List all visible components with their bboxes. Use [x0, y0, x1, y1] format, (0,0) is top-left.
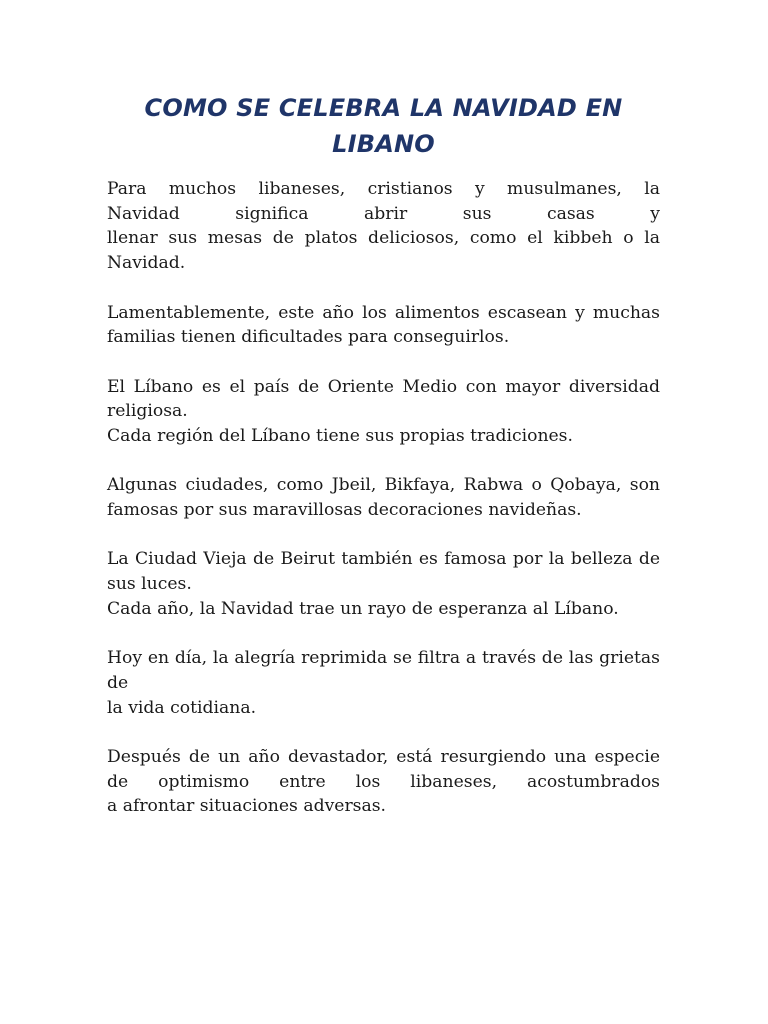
text-line: El Líbano es el país de Oriente Medio con mayor diversidad	[107, 376, 660, 397]
paragraph-7	[107, 745, 660, 819]
paragraph-6	[107, 646, 660, 720]
paragraph-4	[107, 473, 660, 522]
paragraph-3	[107, 375, 660, 449]
text-line: Para muchos libaneses, cristianos y musulmanes, la	[107, 179, 660, 199]
text-line: de optimismo entre los libaneses, acostumbrados	[107, 771, 660, 792]
paragraph-1	[107, 177, 660, 276]
text-line: Algunas ciudades, como Jbeil, Bikfaya, Rabwa o Qobaya, son	[107, 475, 660, 496]
text-line: religiosa.	[107, 401, 188, 422]
text-line: La Ciudad Vieja de Beirut también es famosa por la belleza de	[107, 549, 660, 570]
text-line: llenar sus mesas de platos deliciosos, como el kibbeh o la	[107, 228, 660, 249]
text-line: Lamentablemente, este año los alimentos escasean y muchas	[107, 302, 660, 323]
text-line: familias tienen dificultades para conseguirlos.	[107, 327, 510, 348]
document-title: COMO SE CELEBRA LA NAVIDAD EN LIBANO	[144, 94, 623, 158]
document-body	[107, 177, 660, 844]
text-line: Hoy en día, la alegría reprimida se filtra a través de las grietas de	[107, 648, 660, 693]
text-line: Cada región del Líbano tiene sus propias tradiciones.	[107, 426, 573, 446]
text-line: la vida cotidiana.	[107, 697, 257, 718]
text-line: Navidad.	[107, 253, 186, 274]
text-line: famosas por sus maravillosas decoraciones navideñas.	[107, 500, 582, 521]
text-line: a afrontar situaciones adversas.	[107, 796, 387, 817]
text-line: Después de un año devastador, está resurgiendo una especie	[107, 747, 660, 768]
paragraph-5	[107, 547, 660, 621]
text-line: Navidad significa abrir sus casas y	[107, 203, 660, 224]
text-line: Cada año, la Navidad trae un rayo de esperanza al Líbano.	[107, 598, 619, 619]
text-line: sus luces.	[107, 574, 192, 595]
paragraph-2	[107, 301, 660, 350]
